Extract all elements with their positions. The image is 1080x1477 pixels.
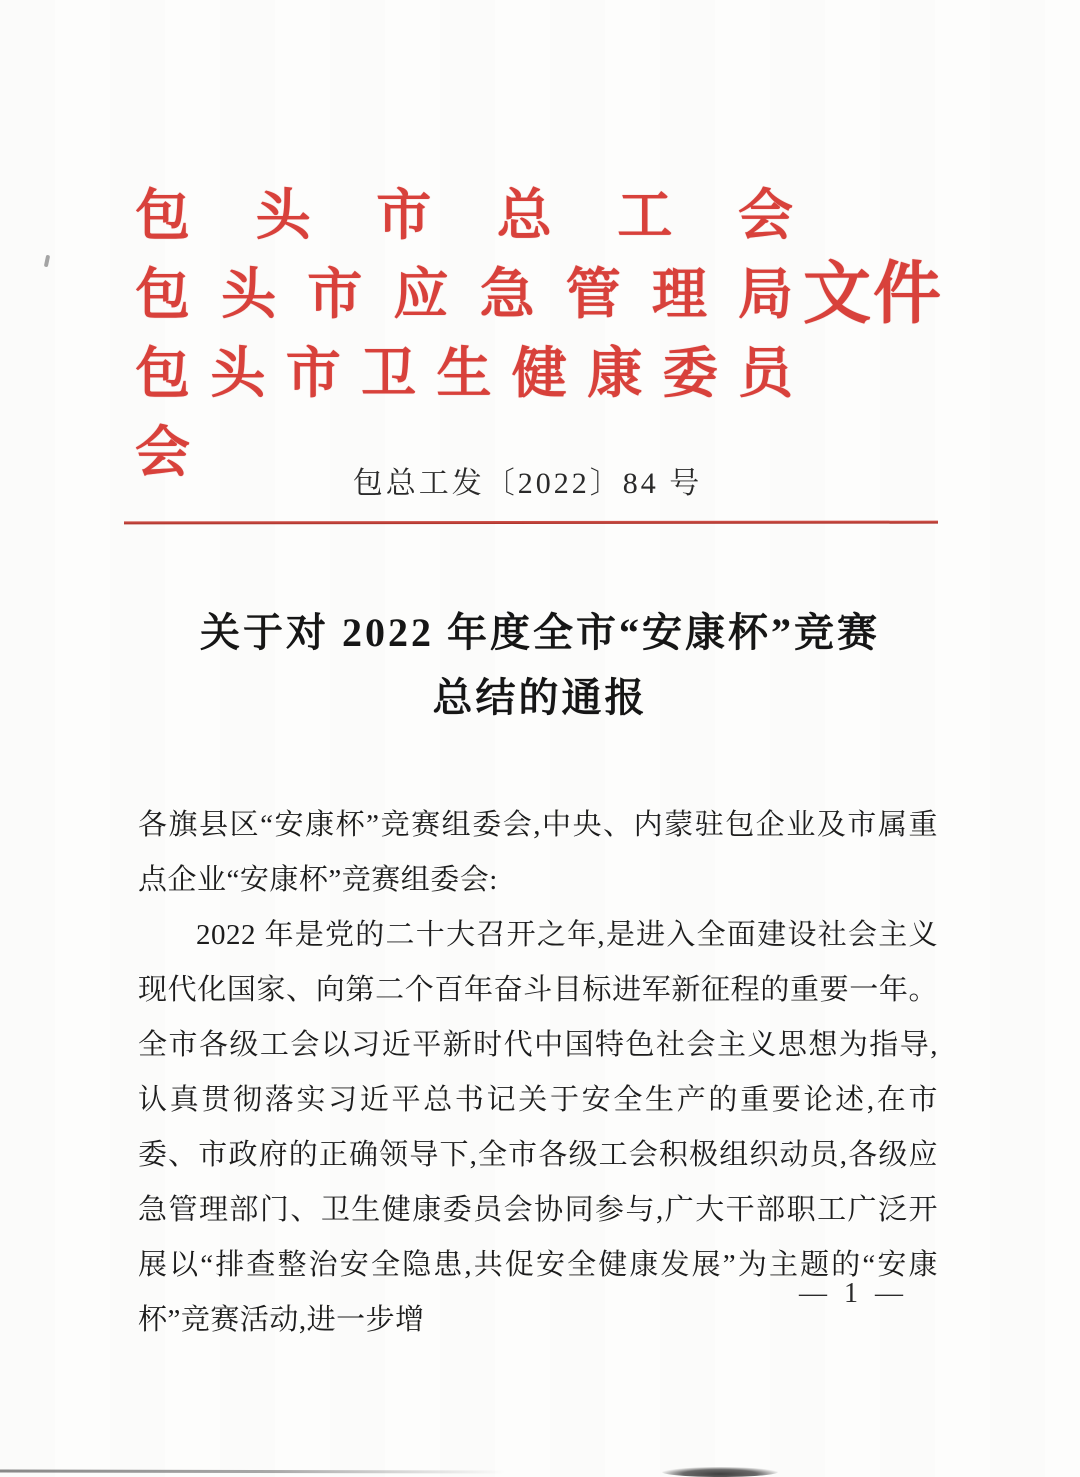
scan-artifact-speck <box>44 255 50 268</box>
title-line-1: 关于对 2022 年度全市“安康杯”竞赛 <box>200 610 880 655</box>
letterhead-document-word: 文件 <box>803 256 944 332</box>
document-title <box>0 600 1080 730</box>
scan-artifact-smudge <box>662 1467 778 1477</box>
red-divider-line <box>124 521 938 525</box>
scan-artifact-bottom-edge <box>0 1469 505 1473</box>
issuing-org-line-1: 包 头 市 总 工 会 <box>135 185 793 246</box>
issuing-org-line-2-row <box>135 255 945 334</box>
body-paragraph-1: 2022 年是党的二十大召开之年,是进入全面建设社会主义现代化国家、向第二个百年奋斗目标进军新征程的重要一年。全市各级工会以习近平新时代中国特色社会主义思想为指导,认真贯彻落实习近平总书记关于安全生产的重要论述,在市委、市政府的正确领导下,全市各级工会积极组织动员,各级应急管理部门、卫生健康委员会协同参与,广大干部职工广泛开展以“排查整治安全隐患,共促安全健康发展”为主题的“安康杯”竞赛活动,进一步增 <box>138 919 938 1336</box>
salutation-paragraph: 各旗县区“安康杯”竞赛组委会,中央、内蒙驻包企业及市属重点企业“安康杯”竞赛组委会: <box>138 809 938 896</box>
issuing-org-line-2: 包 头 市 应 急 管 理 局 <box>135 264 793 325</box>
document-body <box>138 798 938 1348</box>
document-number: 包总工发〔2022〕84 号 <box>352 467 703 500</box>
letterhead <box>135 176 945 492</box>
issuing-org-line-3: 包 头 市 卫 生 健 康 委 员 会 <box>135 343 793 483</box>
page-number: — 1 — <box>799 1278 908 1309</box>
title-line-2: 总结的通报 <box>432 675 648 720</box>
